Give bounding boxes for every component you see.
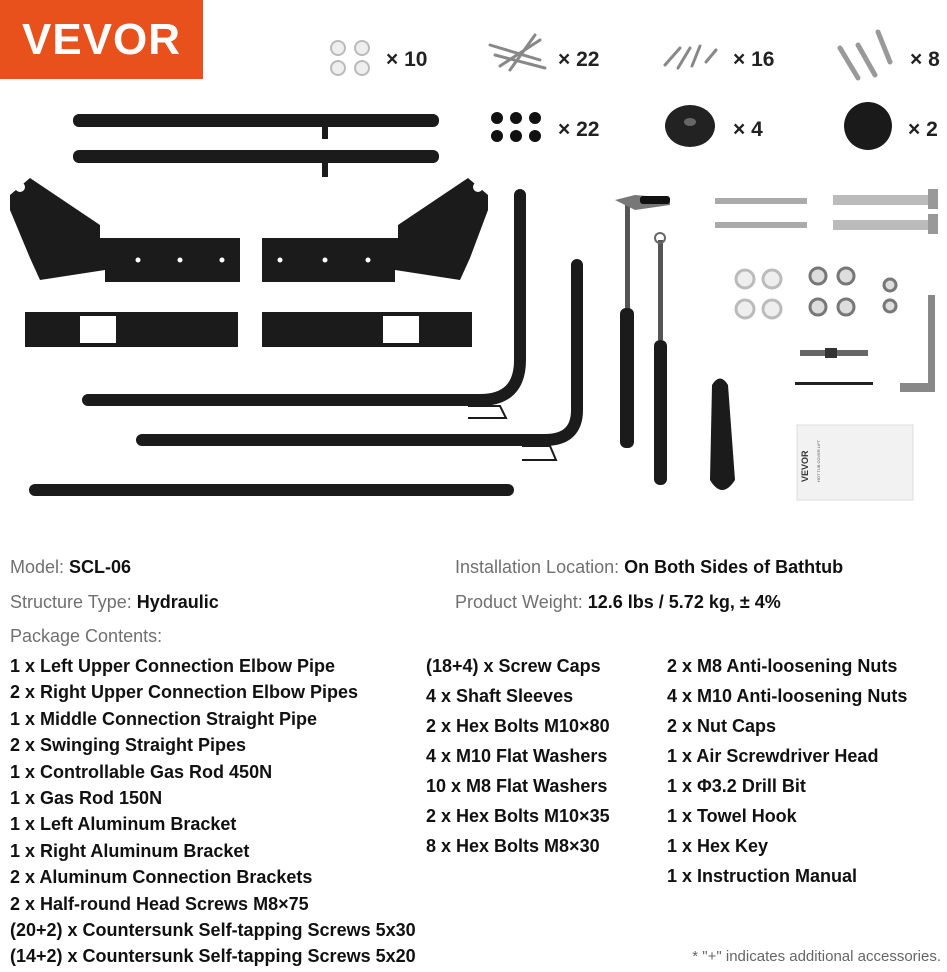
count-screw-caps: × 22 — [558, 118, 600, 141]
manual-brand-text: VEVOR — [800, 450, 810, 482]
list-item: 1 x Instruction Manual — [667, 866, 858, 886]
count-screws-short: × 16 — [733, 48, 775, 71]
list-item: 1 x Φ3.2 Drill Bit — [667, 776, 806, 796]
package-contents-title: Package Contents: — [10, 626, 163, 646]
small-washers-icon — [331, 41, 369, 75]
shaft-sleeve-icon — [665, 105, 715, 147]
spec-weight-label: Product Weight: — [455, 592, 583, 612]
gas-rods-icon — [615, 195, 670, 485]
spec-structure — [10, 592, 219, 613]
list-item: 1 x Hex Key — [667, 836, 769, 856]
long-screws-icon — [490, 35, 545, 70]
list-item: 2 x Nut Caps — [667, 716, 777, 736]
connection-brackets-icon — [25, 312, 472, 347]
list-item: 1 x Towel Hook — [667, 806, 797, 826]
package-list-col3 — [667, 651, 907, 891]
list-item: 1 x Left Aluminum Bracket — [10, 814, 237, 835]
list-item: 1 x Left Upper Connection Elbow Pipe — [10, 656, 336, 676]
screw-caps-icon — [491, 112, 541, 142]
list-item: 1 x Air Screwdriver Head — [667, 746, 879, 766]
drill-bit-icon — [795, 382, 873, 385]
spec-structure-value: Hydraulic — [136, 592, 219, 612]
spec-structure-label: Structure Type: — [10, 592, 132, 612]
list-item: 8 x Hex Bolts M8×30 — [426, 836, 600, 856]
spec-location-label: Installation Location: — [455, 557, 620, 577]
spec-model-label: Model: — [10, 557, 65, 577]
list-item: 2 x Right Upper Connection Elbow Pipes — [10, 682, 359, 703]
spec-location — [455, 557, 843, 578]
middle-straight-pipe-icon — [29, 484, 514, 496]
count-washers-small: × 10 — [386, 48, 428, 71]
instruction-manual-icon — [797, 425, 913, 500]
list-item: 2 x Half-round Head Screws M8×75 — [10, 893, 309, 914]
package-list-col1 — [10, 653, 416, 970]
package-list-col2 — [426, 651, 610, 861]
count-screws-long: × 22 — [558, 48, 600, 71]
list-item: 2 x Aluminum Connection Brackets — [10, 867, 313, 888]
count-shaft-sleeves: × 4 — [733, 118, 763, 141]
list-item: 2 x M8 Anti-loosening Nuts — [667, 656, 898, 676]
list-item: (18+4) x Screw Caps — [426, 656, 601, 676]
right-bracket-icon — [262, 178, 488, 282]
footnote: * "+" indicates additional accessories. — [692, 948, 941, 965]
list-item: 4 x Shaft Sleeves — [426, 686, 574, 706]
straight-pipes-icon — [73, 114, 439, 177]
bolts-icon — [840, 32, 890, 78]
hex-key-icon — [900, 295, 935, 392]
list-item: (14+2) x Countersunk Self-tapping Screws 5x20 — [10, 946, 416, 967]
list-item: 1 x Gas Rod 150N — [10, 787, 163, 808]
manual-title-text: HOT TUB COVER LIFT — [816, 439, 821, 482]
list-item: 1 x Controllable Gas Rod 450N — [10, 761, 273, 782]
spec-location-value: On Both Sides of Bathtub — [624, 557, 844, 577]
left-bracket-icon — [10, 178, 240, 282]
spec-weight-value: 12.6 lbs / 5.72 kg, ± 4% — [587, 592, 781, 612]
list-item: 10 x M8 Flat Washers — [426, 776, 608, 796]
nut-cap-icon — [844, 102, 892, 150]
list-item: 2 x Hex Bolts M10×35 — [426, 806, 610, 826]
towel-hook-icon — [710, 379, 735, 491]
spec-model-value: SCL-06 — [69, 557, 132, 577]
list-item: 4 x M10 Flat Washers — [426, 746, 608, 766]
flat-washers-icon — [736, 270, 781, 318]
screwdriver-head-icon — [800, 348, 868, 358]
spec-model — [10, 557, 131, 578]
nuts-icon — [810, 268, 896, 315]
hooks-icon — [468, 406, 556, 460]
list-item: 2 x Swinging Straight Pipes — [10, 735, 247, 756]
list-item: 1 x Middle Connection Straight Pipe — [10, 708, 318, 729]
count-bolts-small: × 8 — [910, 48, 940, 71]
count-nut-caps: × 2 — [908, 118, 938, 141]
list-item: (20+2) x Countersunk Self-tapping Screws 5x30 — [10, 919, 416, 940]
short-screws-icon — [665, 46, 716, 68]
hex-bolts-icon — [715, 189, 938, 234]
list-item: 4 x M10 Anti-loosening Nuts — [667, 686, 908, 706]
list-item: 1 x Right Aluminum Bracket — [10, 840, 250, 861]
list-item: 2 x Hex Bolts M10×80 — [426, 716, 610, 736]
spec-weight — [455, 592, 781, 613]
brand-logo-text: VEVOR — [21, 14, 182, 64]
